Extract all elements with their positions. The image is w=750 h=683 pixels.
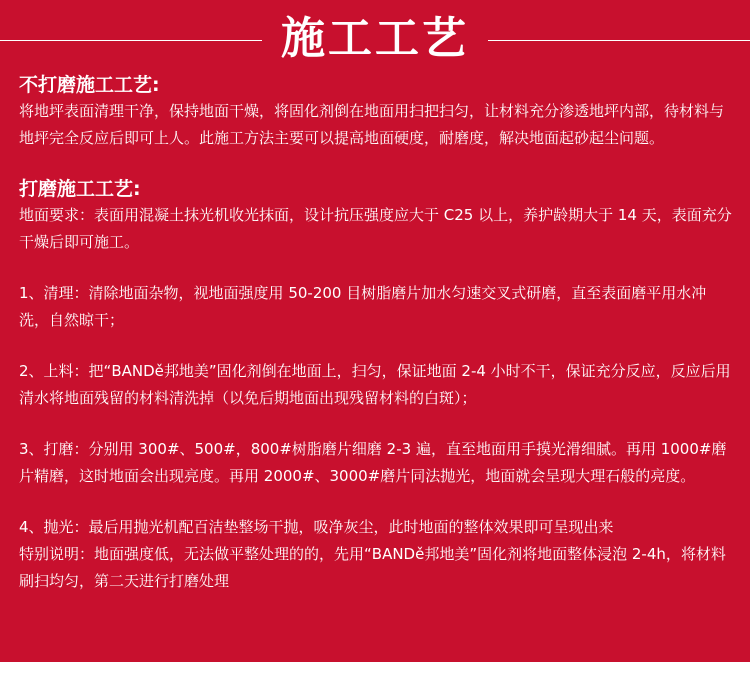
content (19, 72, 734, 595)
step-apply: 2、上料：把“BANDě邦地美”固化剂倒在地面上，扫匀，保证地面 2-4 小时不干，保证充分反应，反应后用清水将地面残留的材料清洗掉（以免后期地面出现残留材料的白斑）； (19, 362, 731, 407)
section-heading-no-grinding: 不打磨施工工艺: (19, 74, 160, 96)
section-body-no-grinding: 将地坪表面清理干净，保持地面干燥，将固化剂倒在地面用扫把扫匀，让材料充分渗透地坪内部，待材料与地坪完全反应后即可上人。此施工方法主要可以提高地面硬度，耐磨度，解决地面起砂起尘问题。 (19, 102, 725, 147)
section-heading-grinding: 打磨施工工艺: (19, 178, 141, 200)
header-rule-right (488, 40, 750, 41)
page-title: 施工工艺 (281, 13, 469, 64)
step-grind: 3、打磨：分别用 300#、500#，800#树脂磨片细磨 2-3 遍，直至地面用手摸光滑细腻。再用 1000#磨片精磨，这时地面会出现亮度。再用 2000#、3000#磨片同法抛光，地面就会呈现大理石般的亮度。 (19, 440, 727, 485)
header-rule-left (0, 40, 262, 41)
step-polish: 4、抛光：最后用抛光机配百洁垫整场干抛，吸净灰尘，此时地面的整体效果即可呈现出来 (19, 518, 614, 536)
special-note: 特别说明：地面强度低，无法做平整处理的的，先用“BANDě邦地美”固化剂将地面整体浸泡 2-4h，将材料刷扫均匀，第二天进行打磨处理 (19, 545, 726, 590)
floor-requirement: 地面要求：表面用混凝土抹光机收光抹面，设计抗压强度应大于 C25 以上，养护龄期大于 14 天，表面充分干燥后即可施工。 (19, 206, 732, 251)
step-clean: 1、清理：清除地面杂物，视地面强度用 50-200 目树脂磨片加水匀速交叉式研磨，直至表面磨平用水冲洗，自然晾干； (19, 284, 707, 329)
header (0, 0, 750, 70)
